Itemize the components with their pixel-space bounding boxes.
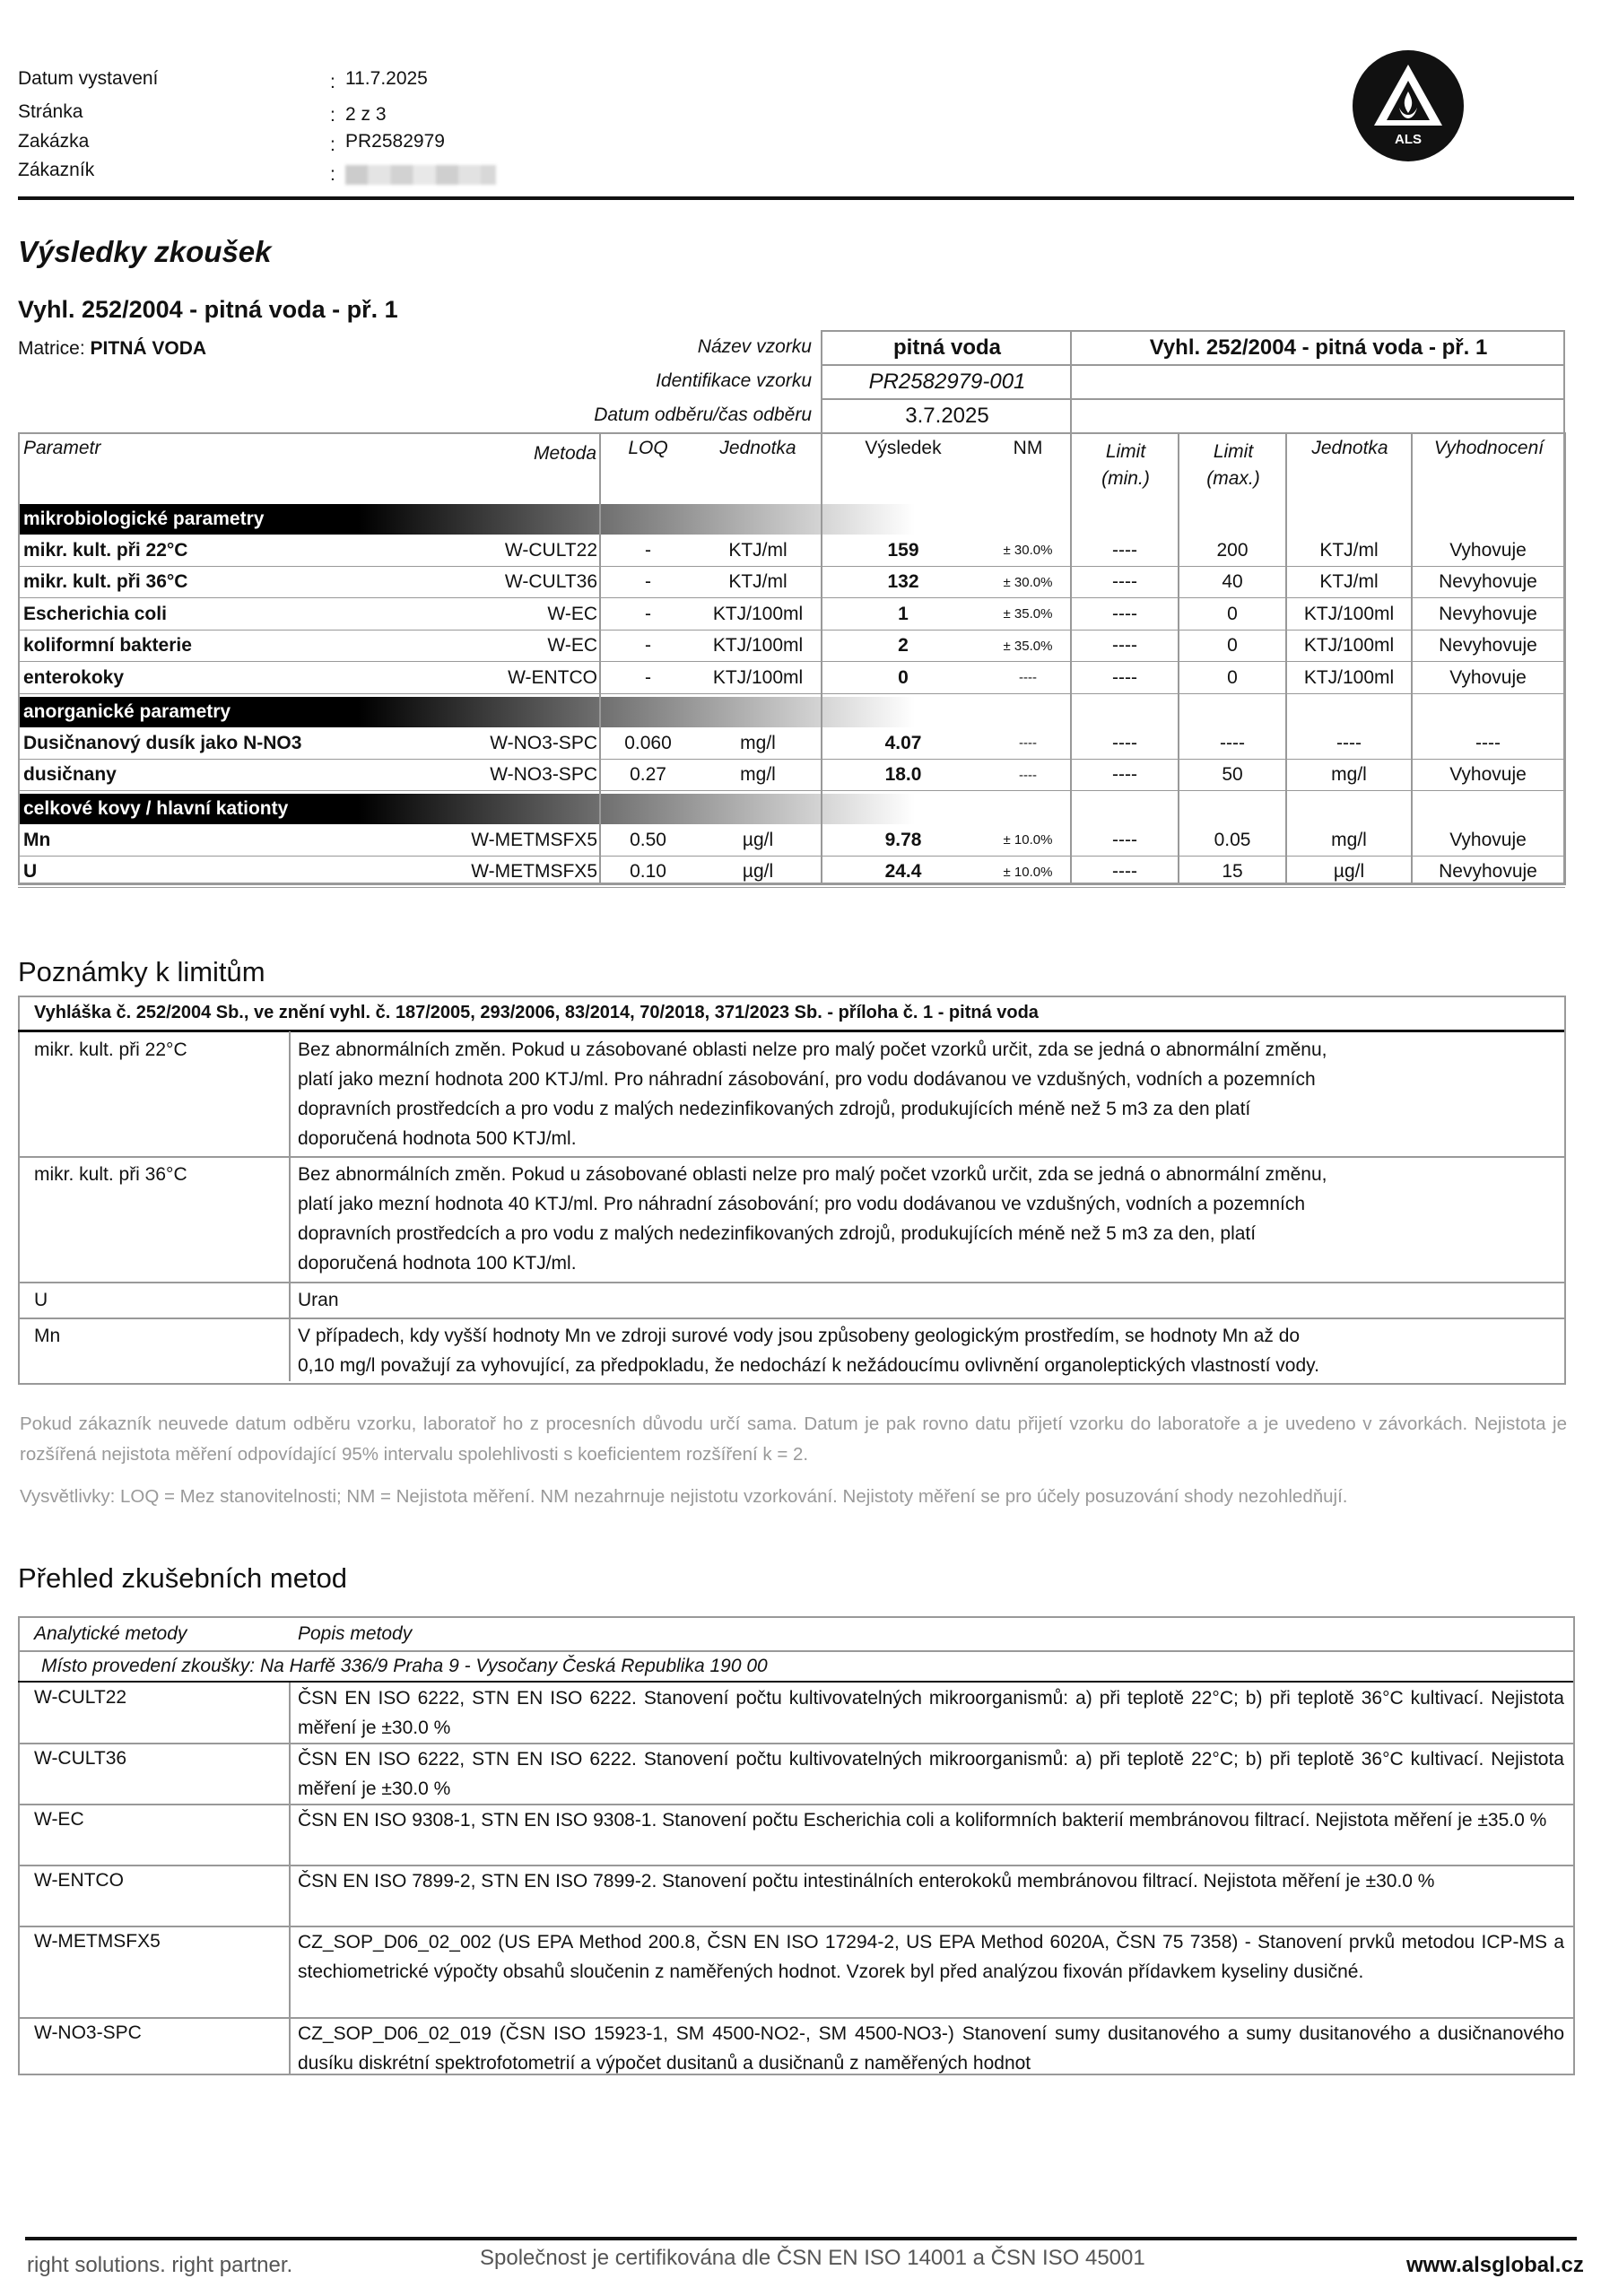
cell-eval: Vyhovuje: [1449, 539, 1527, 561]
cell-method: W-CULT36: [504, 571, 597, 593]
note-text-line: platí jako mezní hodnota 200 KTJ/ml. Pro náhradní zásobování, pro vodu dodávanou ve vzdušných, vodních a pozemních: [298, 1069, 1316, 1090]
col-limit-max: [1179, 441, 1287, 504]
matrix: [18, 338, 206, 360]
cell-lunit: ----: [1336, 732, 1362, 753]
cell-param: Dusičnanový dusík jako N-NO3: [23, 732, 302, 753]
cell-unit: KTJ/ml: [728, 571, 787, 593]
cell-param: Escherichia coli: [23, 603, 167, 624]
note-param: U: [34, 1290, 48, 1310]
method-description: ČSN EN ISO 7899-2, STN EN ISO 7899-2. Stanovení počtu intestinálních enterokoků membránovou filtrací. Nejistota měření je ±30.0 %: [298, 1871, 1435, 1892]
order-label: Zakázka: [18, 131, 90, 152]
col-eval: Vyhodnocení: [1433, 438, 1544, 458]
method-description: CZ_SOP_D06_02_019 (ČSN ISO 15923-1, SM 4500-NO2-, SM 4500-NO3-) Stanovení sumy dusitanového a sumy dusitanového a dusičnanového dusíku diskrétní spektrofotometrií a výpočet dusitanů a dusičnanů z naměřených hodnot: [298, 2023, 1564, 2074]
cell-min: ----: [1112, 603, 1137, 624]
grid-line: [18, 1156, 1564, 1158]
cell-unit: KTJ/100ml: [712, 635, 804, 657]
sample-id-label: Identifikace vzorku: [656, 370, 812, 391]
col-result: Výsledek: [865, 438, 942, 458]
cell-nm: ----: [1019, 767, 1037, 783]
grid-line: [18, 887, 1565, 888]
method-description: ČSN EN ISO 6222, STN EN ISO 6222. Stanovení počtu kultivovatelných mikroorganismů: a) při teplotě 22°C; b) při teplotě 36°C kultivací. Nejistota měření je ±30.0 %: [298, 1688, 1564, 1738]
group-header: anorganické parametry: [18, 697, 1564, 727]
cell-method: W-NO3-SPC: [490, 732, 597, 753]
cell-nm: ± 10.0%: [1003, 864, 1053, 880]
note-text-line: dopravních prostředcích a pro vodu z malých nedezinfikovaných zdrojů, produkujících méně než 5 m3 za den platí: [298, 1099, 1251, 1119]
grid-line: [18, 883, 1566, 885]
cell-unit: mg/l: [740, 732, 776, 753]
footer-slogan: right solutions. right partner.: [27, 2253, 293, 2277]
methods-title: Přehled zkušebních metod: [18, 1562, 348, 1594]
cell-param: mikr. kult. při 22°C: [23, 539, 188, 561]
grid-line: [821, 330, 822, 434]
note-text-line: platí jako mezní hodnota 40 KTJ/ml. Pro náhradní zásobování; pro vodu dodávanou ve vzdušných, vodních a pozemních: [298, 1194, 1306, 1214]
method-code: W-ENTCO: [34, 1870, 124, 1891]
page-value: 2 z 3: [345, 104, 387, 125]
note-param: mikr. kult. při 22°C: [34, 1039, 187, 1060]
grid-line: [18, 693, 1565, 694]
matrix-label: Matrice:: [18, 338, 85, 359]
cell-result: 24.4: [884, 861, 922, 883]
cell-lunit: KTJ/100ml: [1303, 666, 1395, 688]
group-header: mikrobiologické parametry: [18, 504, 1564, 535]
footer-website[interactable]: www.alsglobal.cz: [1406, 2253, 1584, 2277]
cell-nm: ± 10.0%: [1003, 832, 1053, 848]
col-method: Metoda: [533, 443, 596, 464]
cell-method: W-EC: [547, 603, 597, 624]
cell-max: 200: [1216, 539, 1249, 561]
note-param: Mn: [34, 1326, 61, 1346]
cell-result: 2: [898, 635, 909, 657]
grid-line: [1178, 432, 1179, 884]
grid-line: [18, 1282, 1564, 1283]
cell-eval: Nevyhovuje: [1439, 861, 1537, 883]
remark-sampling-date: Pokud zákazník neuvede datum odběru vzorku, laboratoř ho z procesních důvodu určí sama. Datum je pak rovno datu přijetí vzorku do laboratoře a je uvedeno v závorkách. Nejistota je rozšířená nejistota měření odpovídající 95% intervalu spolehlivosti s koeficientem rozšíření k = 2.: [20, 1413, 1567, 1465]
cell-unit: KTJ/100ml: [712, 603, 804, 624]
cell-nm: ----: [1019, 670, 1037, 686]
grid-line: [1563, 432, 1566, 884]
grid-line: [821, 398, 1565, 400]
colon: :: [330, 105, 335, 126]
cell-param: dusičnany: [23, 764, 117, 786]
sample-name-value: pitná voda: [892, 335, 1001, 360]
notes-title: Poznámky k limitům: [18, 956, 265, 987]
cell-method: W-METMSFX5: [471, 829, 597, 850]
page-title: Výsledky zkoušek: [18, 235, 272, 268]
cell-eval: Vyhovuje: [1449, 666, 1527, 688]
cell-lunit: KTJ/100ml: [1303, 635, 1395, 657]
grid-line: [18, 432, 1565, 434]
cell-max: 15: [1222, 861, 1243, 883]
cell-unit: µg/l: [742, 829, 774, 850]
cell-lunit: µg/l: [1333, 861, 1365, 883]
cell-eval: Vyhovuje: [1449, 764, 1527, 786]
matrix-value: PITNÁ VODA: [90, 338, 207, 359]
col-param: Parametr: [23, 438, 101, 458]
cell-result: 18.0: [884, 764, 922, 786]
cell-lunit: KTJ/100ml: [1303, 603, 1395, 624]
cell-lunit: KTJ/ml: [1319, 539, 1379, 561]
methods-col-desc: Popis metody: [298, 1623, 413, 1644]
colon: :: [330, 72, 335, 92]
cell-min: ----: [1112, 764, 1137, 786]
cell-unit: KTJ/100ml: [712, 666, 804, 688]
sample-id-value: PR2582979-001: [868, 370, 1026, 394]
cell-loq: -: [645, 539, 651, 561]
col-nm: NM: [1013, 438, 1043, 458]
cell-loq: -: [645, 571, 651, 593]
cell-param: U: [23, 861, 38, 883]
cell-max: 40: [1222, 571, 1243, 593]
method-description: ČSN EN ISO 6222, STN EN ISO 6222. Stanovení počtu kultivovatelných mikroorganismů: a) při teplotě 22°C; b) při teplotě 36°C kultivací. Nejistota měření je ±30.0 %: [298, 1749, 1564, 1799]
cell-param: enterokoky: [23, 666, 125, 688]
method-code: W-CULT22: [34, 1687, 127, 1708]
cell-max: 0.05: [1214, 829, 1251, 850]
customer-value-redacted: [345, 165, 496, 185]
notes-header: Vyhláška č. 252/2004 Sb., ve znění vyhl. č. 187/2005, 293/2006, 83/2014, 70/2018, 371/2023 Sb. - příloha č. 1 - pitná voda: [34, 1003, 1039, 1022]
grid-line: [821, 364, 1565, 366]
cell-loq: 0.50: [630, 829, 666, 850]
note-text-line: 0,10 mg/l považují za vyhovující, za předpokladu, že nedochází k nežádoucímu ovlivnění organoleptických vlastností vody.: [298, 1355, 1319, 1376]
footer-divider: [25, 2237, 1577, 2240]
col-limit-unit: Jednotka: [1311, 438, 1388, 458]
grid-line: [1411, 432, 1413, 884]
grid-line: [18, 432, 20, 884]
method-code: W-CULT36: [34, 1748, 127, 1769]
note-text-line: Uran: [298, 1290, 339, 1310]
grid-line: [599, 432, 601, 884]
cell-max: 0: [1227, 635, 1238, 657]
page-label: Stránka: [18, 101, 83, 122]
cell-max: 0: [1227, 603, 1238, 624]
cell-eval: Vyhovuje: [1449, 829, 1527, 850]
sample-name-label: Název vzorku: [697, 336, 812, 357]
issue-date-value: 11.7.2025: [345, 68, 428, 89]
cell-min: ----: [1112, 635, 1137, 657]
cell-eval: Nevyhovuje: [1439, 603, 1537, 624]
method-description: CZ_SOP_D06_02_002 (US EPA Method 200.8, ČSN EN ISO 17294-2, US EPA Method 6020A, ČSN 75 7358) - Stanovení prvků metodou ICP-MS a stechiometrické výpočty obsahů sloučenin z naměřených hodnot. Vzorek byl před analýzou fixován přídavkem kyseliny dusičné.: [298, 1932, 1564, 1982]
cell-result: 132: [887, 571, 919, 593]
cell-result: 0: [898, 666, 909, 688]
col-limit-max-1: Limit: [1213, 441, 1254, 462]
cell-loq: 0.10: [630, 861, 666, 883]
sample-date-value: 3.7.2025: [905, 404, 989, 428]
cell-nm: ± 30.0%: [1003, 543, 1053, 559]
cell-method: W-ENTCO: [508, 666, 597, 688]
cell-unit: mg/l: [740, 764, 776, 786]
note-param: mikr. kult. při 36°C: [34, 1164, 187, 1185]
cell-result: 4.07: [884, 732, 922, 753]
grid-line: [289, 1031, 291, 1381]
colon: :: [330, 135, 335, 155]
remark-legend: Vysvětlivky: LOQ = Mez stanovitelnosti; NM = Nejistota měření. NM nezahrnuje nejistotu vzorkování. Nejistoty měření se pro účely posuzování shody nezohledňují.: [20, 1486, 1348, 1507]
col-limit-max-2: (max.): [1206, 468, 1260, 489]
note-text-line: Bez abnormálních změn. Pokud u zásobované oblasti nelze pro malý počet vzorků určit, zda se jedná o abnormální změnu,: [298, 1039, 1327, 1060]
cell-max: 0: [1227, 666, 1238, 688]
cell-param: Mn: [23, 829, 51, 850]
cell-eval: Nevyhovuje: [1439, 635, 1537, 657]
cell-min: ----: [1112, 829, 1137, 850]
header-divider: [18, 196, 1574, 200]
methods-location: Místo provedení zkoušky: Na Harfě 336/9 Praha 9 - Vysočany Česká Republika 190 00: [41, 1656, 768, 1676]
cell-min: ----: [1112, 539, 1137, 561]
cell-nm: ----: [1019, 735, 1037, 752]
note-text-line: Bez abnormálních změn. Pokud u zásobované oblasti nelze pro malý počet vzorků určit, zda se jedná o abnormální změnu,: [298, 1164, 1327, 1185]
grid-line: [1285, 432, 1287, 884]
cell-method: W-METMSFX5: [471, 861, 597, 883]
note-text-line: doporučená hodnota 100 KTJ/ml.: [298, 1253, 577, 1274]
cell-nm: ± 35.0%: [1003, 638, 1053, 654]
subtitle: Vyhl. 252/2004 - pitná voda - př. 1: [18, 296, 398, 323]
cell-method: W-NO3-SPC: [490, 764, 597, 786]
cell-nm: ± 30.0%: [1003, 574, 1053, 590]
cell-loq: -: [645, 635, 651, 657]
cell-min: ----: [1112, 861, 1137, 883]
cell-unit: µg/l: [742, 861, 774, 883]
note-text-line: doporučená hodnota 500 KTJ/ml.: [298, 1128, 577, 1149]
cell-result: 159: [887, 539, 919, 561]
notes-header-rule: [18, 1030, 1564, 1032]
grid-line: [1070, 330, 1072, 434]
cell-nm: ± 35.0%: [1003, 606, 1053, 622]
grid-line: [821, 330, 1565, 332]
cell-lunit: KTJ/ml: [1319, 571, 1379, 593]
methods-col-code: Analytické metody: [34, 1623, 187, 1644]
col-unit: Jednotka: [719, 438, 796, 458]
col-limit-min-2: (min.): [1101, 468, 1150, 489]
customer-label: Zákazník: [18, 160, 95, 180]
cell-loq: 0.060: [624, 732, 672, 753]
cell-lunit: mg/l: [1331, 764, 1367, 786]
cell-param: mikr. kult. při 36°C: [23, 571, 188, 593]
grid-line: [821, 432, 822, 884]
als-logo: [1353, 50, 1464, 161]
footer-certification: Společnost je certifikována dle ČSN EN ISO 14001 a ČSN ISO 45001: [480, 2246, 1145, 2270]
grid-line: [18, 1318, 1564, 1319]
limit-title: Vyhl. 252/2004 - pitná voda - př. 1: [1149, 335, 1488, 360]
cell-method: W-EC: [547, 635, 597, 657]
note-text-line: dopravních prostředcích a pro vodu z malých nedezinfikovaných zdrojů, produkujících méně než 5 m3 za den, platí: [298, 1223, 1257, 1244]
issue-date-label: Datum vystavení: [18, 68, 159, 89]
cell-param: koliformní bakterie: [23, 635, 192, 657]
cell-eval: ----: [1475, 732, 1501, 753]
cell-max: ----: [1220, 732, 1245, 753]
cell-loq: 0.27: [630, 764, 666, 786]
col-limit-min: [1072, 441, 1179, 504]
cell-result: 1: [898, 603, 909, 624]
cell-unit: KTJ/ml: [728, 539, 787, 561]
grid-line: [18, 1681, 1573, 1683]
cell-min: ----: [1112, 666, 1137, 688]
method-description: ČSN EN ISO 9308-1, STN EN ISO 9308-1. Stanovení počtu Escherichia coli a koliformních bakterií membránovou filtrací. Nejistota měření je ±35.0 %: [298, 1810, 1547, 1831]
note-text-line: V případech, kdy vyšší hodnoty Mn ve zdroji surové vody jsou způsobeny geologickým prostředím, se hodnoty Mn až do: [298, 1326, 1301, 1346]
logo-text: ALS: [1395, 132, 1422, 147]
method-code: W-METMSFX5: [34, 1931, 161, 1952]
col-loq: LOQ: [628, 438, 668, 458]
cell-min: ----: [1112, 571, 1137, 593]
grid-line: [1563, 330, 1565, 434]
method-code: W-NO3-SPC: [34, 2022, 142, 2043]
group-header: celkové kovy / hlavní kationty: [18, 794, 1564, 824]
grid-line: [1070, 432, 1072, 884]
cell-loq: -: [645, 603, 651, 624]
cell-max: 50: [1222, 764, 1243, 786]
cell-eval: Nevyhovuje: [1439, 571, 1537, 593]
col-limit-min-1: Limit: [1105, 441, 1146, 462]
cell-lunit: mg/l: [1331, 829, 1367, 850]
colon: :: [330, 164, 335, 185]
grid-line: [289, 1683, 291, 2074]
method-code: W-EC: [34, 1809, 84, 1830]
sample-date-label: Datum odběru/čas odběru: [594, 404, 812, 425]
grid-line: [18, 790, 1565, 791]
cell-method: W-CULT22: [504, 539, 597, 561]
order-value: PR2582979: [345, 131, 445, 152]
cell-loq: -: [645, 666, 651, 688]
cell-result: 9.78: [884, 829, 922, 850]
cell-min: ----: [1112, 732, 1137, 753]
